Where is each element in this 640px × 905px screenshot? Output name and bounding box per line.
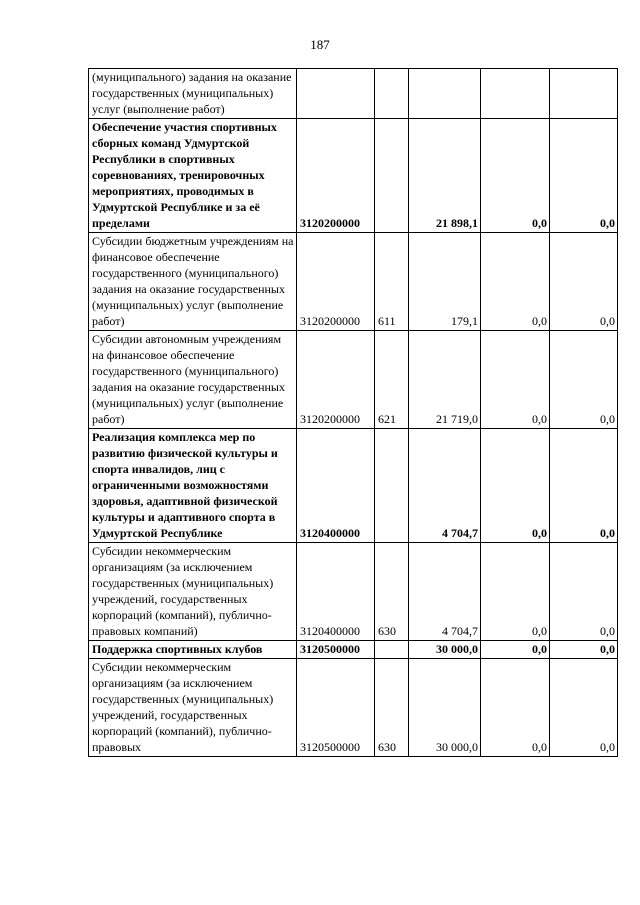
expense-type-cell bbox=[375, 119, 409, 233]
amount-year3-cell bbox=[550, 69, 618, 119]
table-row bbox=[89, 641, 618, 659]
target-code-cell: 3120400000 bbox=[297, 543, 375, 641]
amount-year2-cell: 0,0 bbox=[481, 641, 550, 659]
amount-year3-cell: 0,0 bbox=[550, 641, 618, 659]
item-name-cell: Обеспечение участия спортивных сборных команд Удмуртской Республики в спортивных соревнованиях, тренировочных мероприятиях, проводимых в Удмуртской Республике и за её пределами bbox=[89, 119, 297, 233]
page-number: 187 bbox=[310, 37, 330, 52]
expense-type-cell: 621 bbox=[375, 331, 409, 429]
target-code-cell: 3120200000 bbox=[297, 331, 375, 429]
amount-year2-cell: 0,0 bbox=[481, 543, 550, 641]
expense-type-cell: 630 bbox=[375, 659, 409, 757]
table-row bbox=[89, 659, 618, 757]
amount-year1-cell: 4 704,7 bbox=[409, 429, 481, 543]
item-name-cell: (муниципального) задания на оказание государственных (муниципальных) услуг (выполнение работ) bbox=[89, 69, 297, 119]
table-row bbox=[89, 119, 618, 233]
amount-year3-cell: 0,0 bbox=[550, 119, 618, 233]
target-code-cell: 3120500000 bbox=[297, 659, 375, 757]
amount-year1-cell: 179,1 bbox=[409, 233, 481, 331]
budget-table bbox=[88, 68, 618, 757]
item-name-cell: Реализация комплекса мер по развитию физической культуры и спорта инвалидов, лиц с ограниченными возможностями здоровья, адаптивной физической культуры и адаптивного спорта в Удмуртской Республике bbox=[89, 429, 297, 543]
amount-year1-cell: 21 719,0 bbox=[409, 331, 481, 429]
amount-year3-cell: 0,0 bbox=[550, 331, 618, 429]
target-code-cell: 3120200000 bbox=[297, 233, 375, 331]
table-row bbox=[89, 233, 618, 331]
amount-year2-cell: 0,0 bbox=[481, 233, 550, 331]
amount-year1-cell: 4 704,7 bbox=[409, 543, 481, 641]
item-name-cell: Субсидии автономным учреждениям на финансовое обеспечение государственного (муниципального) задания на оказание государственных (муниципальных) услуг (выполнение работ) bbox=[89, 331, 297, 429]
amount-year3-cell: 0,0 bbox=[550, 233, 618, 331]
expense-type-cell: 630 bbox=[375, 543, 409, 641]
amount-year2-cell: 0,0 bbox=[481, 429, 550, 543]
table-row bbox=[89, 69, 618, 119]
expense-type-cell bbox=[375, 69, 409, 119]
amount-year1-cell: 21 898,1 bbox=[409, 119, 481, 233]
target-code-cell: 3120500000 bbox=[297, 641, 375, 659]
table-row bbox=[89, 429, 618, 543]
table-row bbox=[89, 331, 618, 429]
target-code-cell: 3120200000 bbox=[297, 119, 375, 233]
amount-year3-cell: 0,0 bbox=[550, 659, 618, 757]
item-name-cell: Поддержка спортивных клубов bbox=[89, 641, 297, 659]
item-name-cell: Субсидии бюджетным учреждениям на финансовое обеспечение государственного (муниципального) задания на оказание государственных (муниципальных) услуг (выполнение работ) bbox=[89, 233, 297, 331]
item-name-cell: Субсидии некоммерческим организациям (за исключением государственных (муниципальных) учреждений, государственных корпораций (компаний), публично-правовых компаний) bbox=[89, 543, 297, 641]
amount-year2-cell: 0,0 bbox=[481, 119, 550, 233]
item-name-cell: Субсидии некоммерческим организациям (за исключением государственных (муниципальных) учреждений, государственных корпораций (компаний), публично-правовых bbox=[89, 659, 297, 757]
target-code-cell: 3120400000 bbox=[297, 429, 375, 543]
amount-year2-cell: 0,0 bbox=[481, 331, 550, 429]
table-row bbox=[89, 543, 618, 641]
amount-year3-cell: 0,0 bbox=[550, 543, 618, 641]
target-code-cell bbox=[297, 69, 375, 119]
expense-type-cell bbox=[375, 429, 409, 543]
amount-year2-cell: 0,0 bbox=[481, 659, 550, 757]
amount-year1-cell bbox=[409, 69, 481, 119]
amount-year2-cell bbox=[481, 69, 550, 119]
amount-year3-cell: 0,0 bbox=[550, 429, 618, 543]
amount-year1-cell: 30 000,0 bbox=[409, 641, 481, 659]
amount-year1-cell: 30 000,0 bbox=[409, 659, 481, 757]
expense-type-cell: 611 bbox=[375, 233, 409, 331]
expense-type-cell bbox=[375, 641, 409, 659]
